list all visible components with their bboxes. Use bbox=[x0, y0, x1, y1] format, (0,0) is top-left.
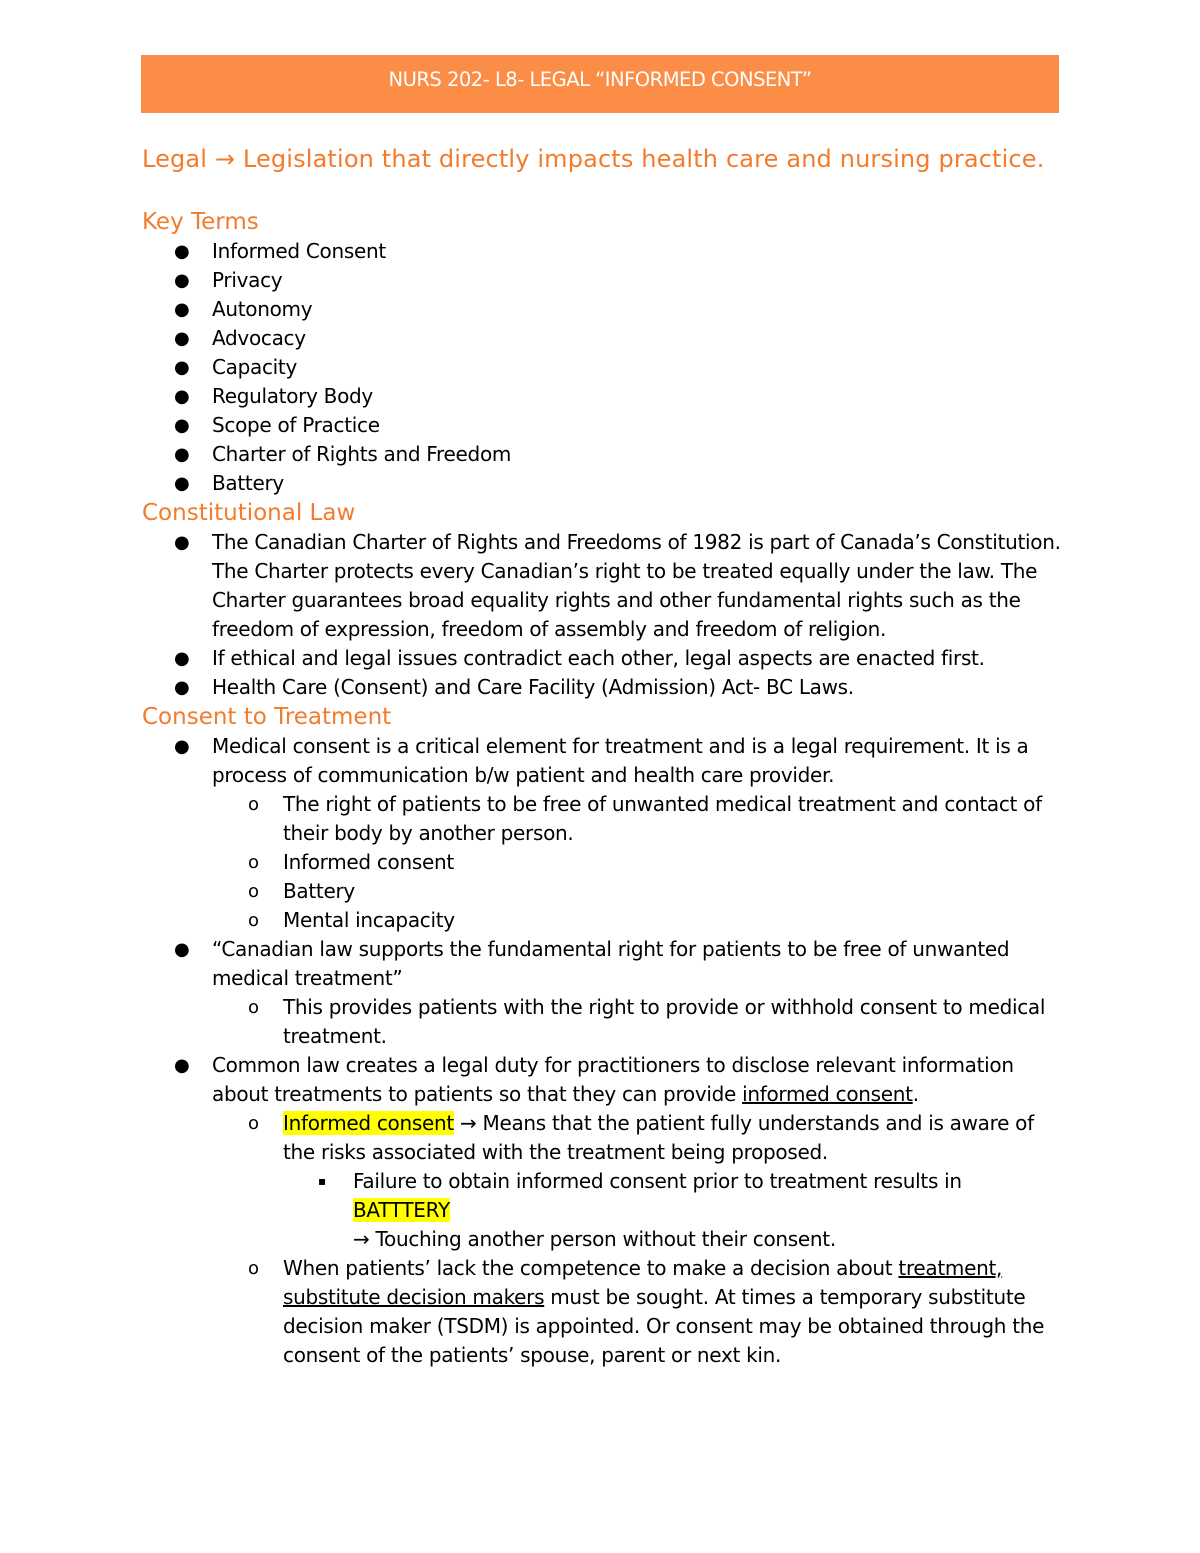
circle-bullet-icon: o bbox=[248, 1113, 259, 1134]
list-item: ● “Canadian law supports the fundamental right for patients to be free of unwanted medical treatment” bbox=[174, 937, 1010, 990]
key-terms-list bbox=[142, 237, 1062, 498]
circle-bullet-icon: o bbox=[248, 1258, 259, 1279]
circle-bullet-icon: o bbox=[248, 852, 259, 873]
list-item: o The right of patients to be free of unwanted medical treatment and contact of their body by another person. bbox=[248, 792, 1042, 845]
document-body bbox=[142, 144, 1062, 1370]
circle-bullet-icon: o bbox=[248, 910, 259, 931]
intro-text: Legal → Legislation that directly impacts health care and nursing practice. bbox=[142, 145, 1045, 173]
bullet-icon: ● bbox=[174, 241, 190, 262]
bullet-icon: ● bbox=[174, 677, 190, 698]
header-banner bbox=[141, 55, 1059, 113]
circle-bullet-icon: o bbox=[248, 997, 259, 1018]
bullet-icon: ● bbox=[174, 648, 190, 669]
bullet-icon: ● bbox=[174, 299, 190, 320]
square-bullet-icon: ▪ bbox=[318, 1174, 326, 1188]
list-item: ● Privacy bbox=[142, 266, 1062, 295]
list-item: ● Capacity bbox=[142, 353, 1062, 382]
bullet-icon: ● bbox=[174, 270, 190, 291]
consent-to-treatment-heading: Consent to Treatment bbox=[142, 704, 392, 730]
bullet-icon: ● bbox=[174, 532, 190, 553]
consent-to-treatment-list bbox=[142, 732, 1062, 1370]
constitutional-law-list bbox=[142, 528, 1062, 702]
highlighted-term: Informed consent bbox=[283, 1111, 454, 1135]
list-item: o Battery bbox=[142, 877, 1062, 906]
list-item: ● Advocacy bbox=[142, 324, 1062, 353]
list-item: ● Health Care (Consent) and Care Facility (Admission) Act- BC Laws. bbox=[142, 673, 1062, 702]
list-item: o Informed consent → Means that the patient fully understands and is aware of the risks associated with the treatment being proposed. bbox=[248, 1111, 1034, 1164]
circle-bullet-icon: o bbox=[248, 794, 259, 815]
list-item: ● Charter of Rights and Freedom bbox=[142, 440, 1062, 469]
bullet-icon: ● bbox=[174, 1055, 190, 1076]
list-item: ● Common law creates a legal duty for practitioners to disclose relevant information about treatments to patients so that they can provide informed consent. bbox=[174, 1053, 1014, 1106]
highlighted-term: BATTTERY bbox=[353, 1198, 450, 1222]
list-item: ▪ Failure to obtain informed consent prior to treatment results in BATTTERY → Touching another person without their consent. bbox=[318, 1169, 962, 1251]
list-item: ● Scope of Practice bbox=[142, 411, 1062, 440]
list-item: ● Informed Consent bbox=[142, 237, 1062, 266]
list-item: ● The Canadian Charter of Rights and Freedoms of 1982 is part of Canada’s Constitution. The Charter protects every Canadian’s right to be treated equally under the law. The Charter guarantees broad equality rights and other fundamental rights such as the freedom of expression, freedom of assembly and freedom of religion. bbox=[174, 530, 1061, 641]
list-item: o This provides patients with the right to provide or withhold consent to medical treatment. bbox=[248, 995, 1046, 1048]
list-item: ● Autonomy bbox=[142, 295, 1062, 324]
list-item: ● If ethical and legal issues contradict each other, legal aspects are enacted first. bbox=[142, 644, 1062, 673]
bullet-icon: ● bbox=[174, 357, 190, 378]
substitute-decision-makers-underlined: treatment, substitute decision makers bbox=[283, 1256, 1003, 1309]
circle-bullet-icon: o bbox=[248, 881, 259, 902]
list-item: o Informed consent bbox=[142, 848, 1062, 877]
key-terms-heading: Key Terms bbox=[142, 209, 259, 235]
list-item: o Mental incapacity bbox=[142, 906, 1062, 935]
list-item: ● Battery bbox=[142, 469, 1062, 498]
bullet-icon: ● bbox=[174, 939, 190, 960]
list-item: ● Medical consent is a critical element for treatment and is a legal requirement. It is a process of communication b/w patient and health care provider. bbox=[174, 734, 1029, 787]
bullet-icon: ● bbox=[174, 473, 190, 494]
bullet-icon: ● bbox=[174, 736, 190, 757]
informed-consent-underlined: informed consent bbox=[742, 1082, 913, 1106]
bullet-icon: ● bbox=[174, 386, 190, 407]
bullet-icon: ● bbox=[174, 415, 190, 436]
list-item: ● Regulatory Body bbox=[142, 382, 1062, 411]
bullet-icon: ● bbox=[174, 328, 190, 349]
bullet-icon: ● bbox=[174, 444, 190, 465]
constitutional-law-heading: Constitutional Law bbox=[142, 500, 356, 526]
page-title: NURS 202- L8- LEGAL “INFORMED CONSENT” bbox=[388, 67, 812, 91]
list-item: o When patients’ lack the competence to make a decision about treatment, substitute decision makers must be sought. At times a temporary substitute decision maker (TSDM) is appointed. Or consent may be obtained through the consent of the patients’ spouse, parent or next kin. bbox=[248, 1256, 1045, 1367]
